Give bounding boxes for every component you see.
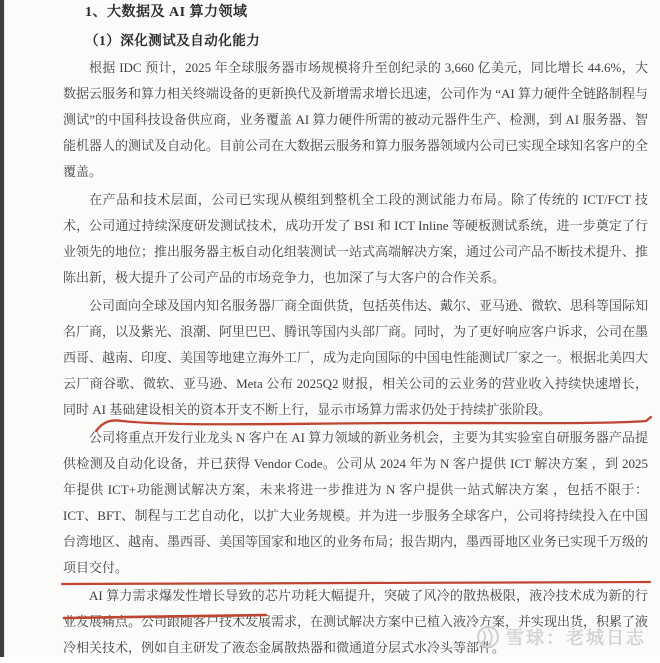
paragraph-1: 根据 IDC 预计，2025 年全球服务器市场规模将升至创纪录的 3,660 亿美元，同比增长 44.6%，大数据云服务和算力相关终端设备的更新换代及新增需求增长迅速，公司作为 “AI 算力硬件全链路制程与测试”的中国科技设备供应商，业务覆盖 AI 算力硬件所需的被动元器件生产、检测，到 AI 服务器、智能机器人的测试及自动化。目前公司在大数据云服务和算力服务器领域内公司已实现全球知名客户的全覆盖。: [63, 60, 649, 179]
xueqiu-snowball-icon: [476, 625, 500, 649]
paragraph-2: 在产品和技术层面，公司已实现从模组到整机全工段的测试能力布局。除了传统的 ICT/FCT 技术，公司通过持续深度研发测试技术，成功开发了 BSI 和 ICT Inline 等硬板测试系统，进一步奠定了行业领先的地位；推出服务器主板自动化组装测试一站式高端解决方案，通过公司产品不断技术提升、推陈出新，极大提升了公司产品的市场竞争力，也加深了与大客户的合作关系。: [63, 192, 649, 285]
watermark-text: 雪球：老城日志: [506, 628, 646, 648]
document-body: [63, 0, 648, 663]
paragraph-3: 公司面向全球及国内知名服务器厂商全面供货，包括英伟达、戴尔、亚马逊、微软、思科等国际知名厂商，以及紫光、浪潮、阿里巴巴、腾讯等国内头部厂商。同时，为了更好响应客户诉求，公司在墨西哥、越南、印度、美国等地建立海外工厂，成为走向国际的中国电性能测试厂家之一。根据北美四大云厂商谷歌、微软、亚马逊、Meta 公布 2025Q2 财报，相关公司的云业务的营业收入持续快速增长，同时 AI 基础建设相关的资本开支不断上行，显示市场算力需求仍处于持续扩张阶段。: [63, 298, 649, 417]
xueqiu-watermark: [476, 624, 646, 650]
paragraph-4: 公司将重点开发行业龙头 N 客户在 AI 算力领域的新业务机会，主要为其实验室自研服务器产品提供检测及自动化设备，并已获得 Vendor Code。公司从 2024 年为 N 客户提供 ICT 解决方案 ，到 2025 年提供 ICT+功能测试解决方案，未来将进一步推进为 N 客户提供一站式解决方案 ，包括不限于：ICT、BFT、制程与工艺自动化，以扩大业务规模。并为进一步服务全球客户，公司将持续投入在中国台湾地区、越南、墨西哥、美国等国家和地区的业务布局；报告期内，墨西哥地区业务已实现千万级的项目交付。: [63, 430, 649, 575]
subsection-heading: （1）深化测试及自动化能力: [85, 33, 261, 48]
paragraph-5: AI 算力需求爆发性增长导致的芯片功耗大幅提升，突破了风冷的散热极限，液冷技术成为新的行业发展痛点。公司跟随客户技术发展需求，在测试解决方案中已植入液冷方案，并实现出货，积累了液冷相关技术，例如自主研发了液态金属散热器和微通道分层式水冷头等部件。: [63, 588, 649, 655]
left-edge-strip: [0, 0, 5, 657]
section-heading: 1、大数据及 AI 算力领域: [85, 5, 248, 20]
